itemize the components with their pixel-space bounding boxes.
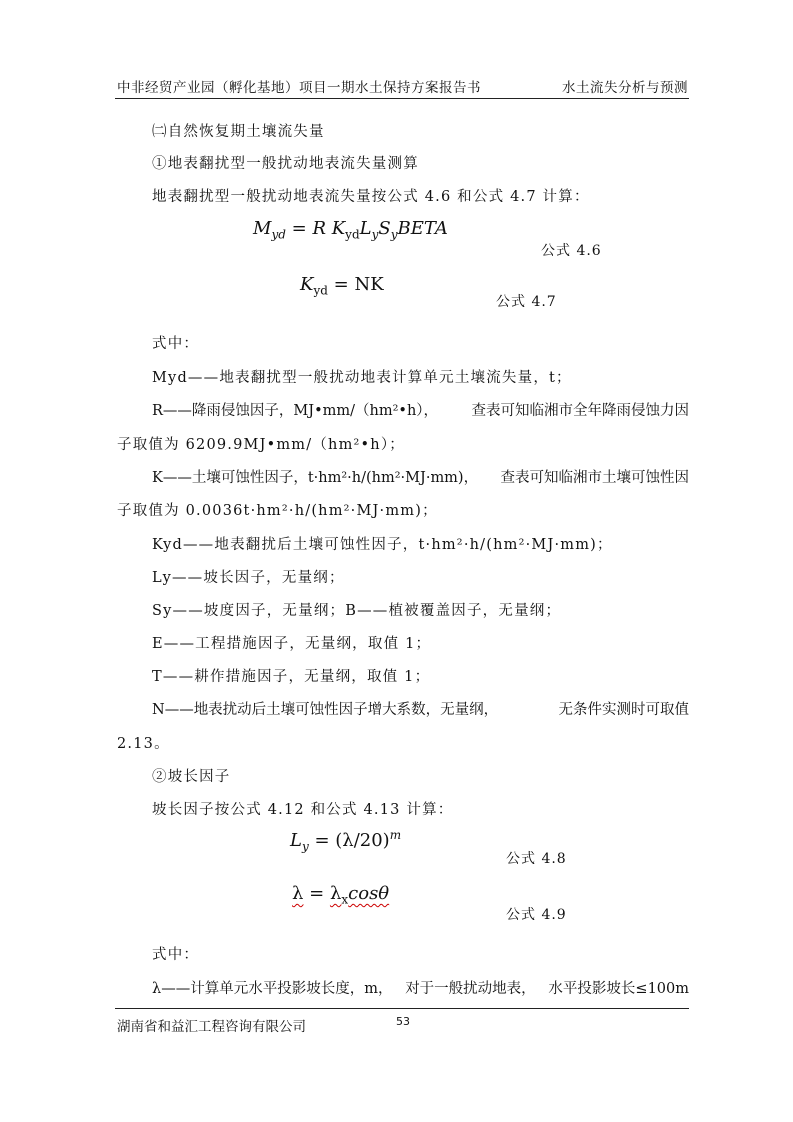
subsection-intro-1: 地表翻扰型一般扰动地表流失量按公式 4.6 和公式 4.7 计算： — [152, 189, 590, 205]
definition-e: E——工程措施因子，无量纲，取值 1； — [152, 636, 432, 652]
formula-label-4-9: 公式 4.9 — [506, 907, 567, 923]
formula-label-4-7: 公式 4.7 — [496, 294, 557, 310]
definition-t: T——耕作措施因子，无量纲，取值 1； — [152, 669, 431, 685]
formula-4-9: $\lambda = \lambda_x\cos\theta$ — [292, 883, 390, 907]
definition-lambda: λ——计算单元水平投影坡长度，m， 对于一般扰动地表， 水平投影坡长≤100m — [152, 981, 689, 997]
header-divider — [115, 98, 689, 99]
subsection-intro-2: 坡长因子按公式 4.12 和公式 4.13 计算： — [152, 802, 454, 818]
section-heading: ㈡自然恢复期土壤流失量 — [152, 124, 325, 140]
definition-r-line-2: 子取值为 6209.9MJ•mm/（hm²•h）； — [117, 437, 405, 453]
subsection-heading-2: ②坡长因子 — [152, 769, 231, 785]
formula-label-4-8: 公式 4.8 — [506, 851, 567, 867]
definition-myd: Myd——地表翻扰型一般扰动地表计算单元土壤流失量，t； — [152, 370, 572, 386]
formula-4-6: $M_{yd} = R$ $K_{yd}L_yS_yBETA$ — [253, 218, 448, 242]
formula-4-7: $K_{yd}$ = NK — [300, 274, 384, 298]
footer-company: 湖南省和益汇工程咨询有限公司 — [117, 1019, 306, 1035]
formula-label-4-6: 公式 4.6 — [541, 243, 602, 259]
where-label-2: 式中： — [152, 947, 200, 963]
header-document-title: 中非经贸产业园（孵化基地）项目一期水土保持方案报告书 — [117, 80, 481, 96]
definition-k-line-2: 子取值为 0.0036t·hm²·h/(hm²·MJ·mm)； — [117, 503, 438, 519]
where-label-1: 式中： — [152, 336, 200, 352]
definition-n-line-2: 2.13。 — [117, 736, 170, 752]
definition-k-line-1: K——土壤可蚀性因子，t·hm²·h/(hm²·MJ·mm)， 查表可知临湘市土壤可蚀性因 — [152, 470, 689, 486]
definition-r-line-1: R——降雨侵蚀因子，MJ•mm/（hm²•h）， 查表可知临湘市全年降雨侵蚀力因 — [152, 403, 689, 419]
page-number: 53 — [396, 1015, 410, 1028]
definition-n-line-1: N——地表扰动后土壤可蚀性因子增大系数，无量纲， 无条件实测时可取值 — [152, 702, 689, 718]
definition-ly: Ly——坡长因子，无量纲； — [152, 570, 345, 586]
header-chapter-title: 水土流失分析与预测 — [562, 80, 688, 96]
definition-sy-b: Sy——坡度因子，无量纲；B——植被覆盖因子，无量纲； — [152, 603, 562, 619]
definition-kyd: Kyd——地表翻扰后土壤可蚀性因子，t·hm²·h/(hm²·MJ·mm)； — [152, 537, 613, 553]
subsection-heading-1: ①地表翻扰型一般扰动地表流失量测算 — [152, 156, 419, 172]
formula-4-8: $L_y = (\lambda/20)^m$ — [290, 828, 402, 854]
footer-divider — [115, 1008, 689, 1009]
